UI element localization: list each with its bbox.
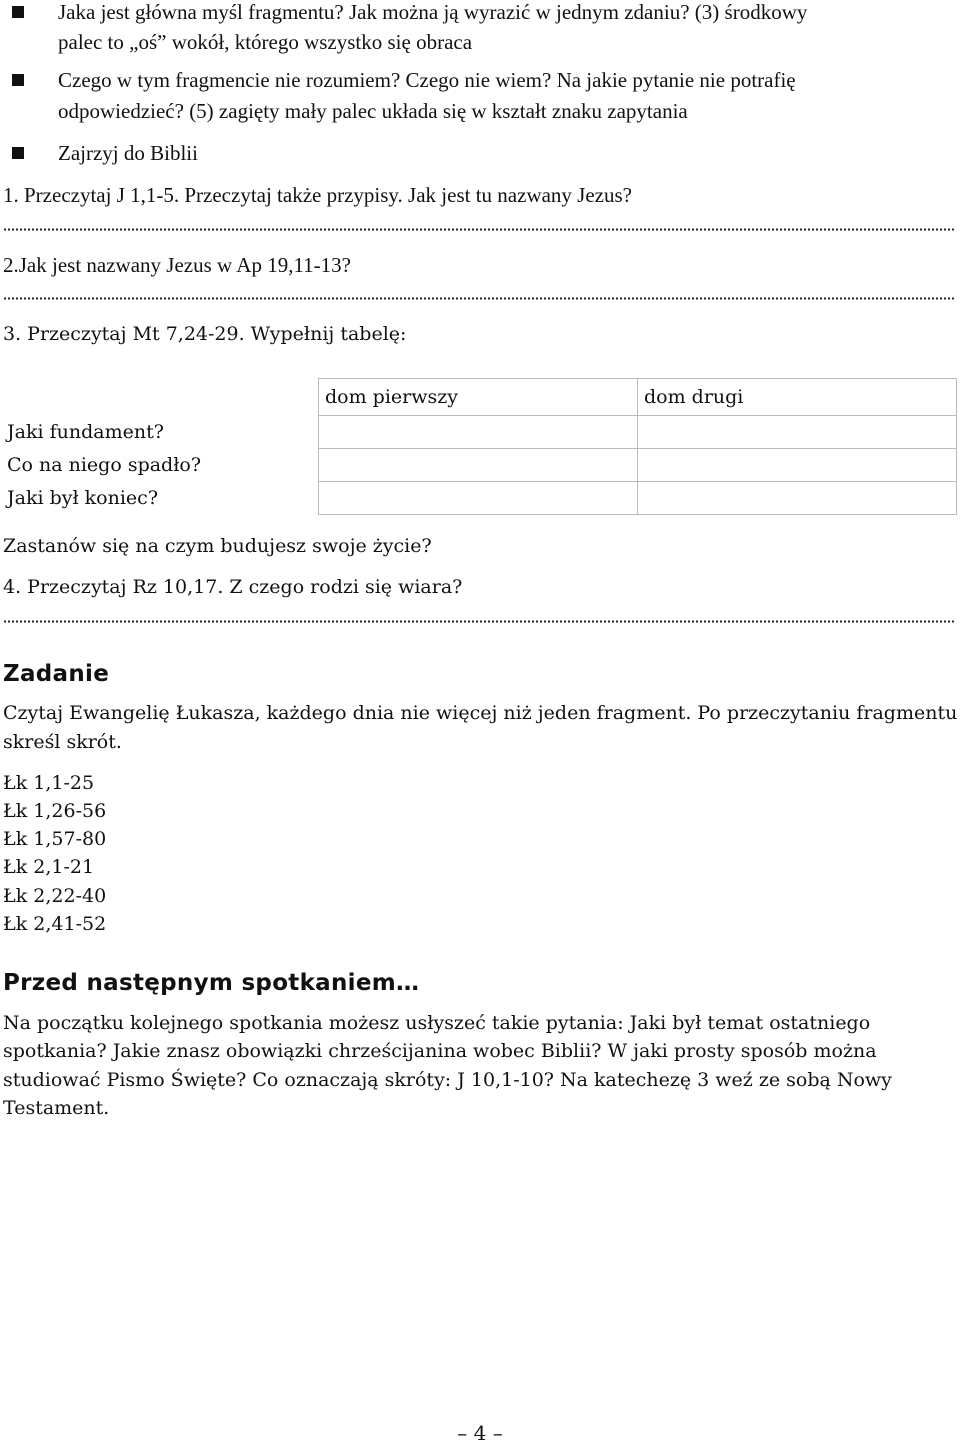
question-1: 1. Przeczytaj J 1,1-5. Przeczytaj także przypisy. Jak jest tu nazwany Jezus?: [3, 183, 632, 207]
col-header-second-house: dom drugi: [638, 379, 957, 416]
table-corner: [1, 379, 319, 416]
next-meeting-line-4: Testament.: [3, 1097, 110, 1119]
next-meeting-heading: Przed następnym spotkaniem…: [3, 970, 420, 996]
bullet-square-icon: [12, 6, 24, 18]
row-label-foundation: Jaki fundament?: [7, 421, 164, 443]
task-text-line-2: skreśl skrót.: [3, 731, 122, 753]
answer-dotted-line: [3, 297, 955, 300]
task-heading: Zadanie: [3, 661, 110, 687]
question-4: 4. Przeczytaj Rz 10,17. Z czego rodzi się wiara?: [3, 576, 463, 598]
luke-ref-2: Łk 1,26-56: [3, 800, 107, 822]
question-3: 3. Przeczytaj Mt 7,24-29. Wypełnij tabelę:: [3, 323, 407, 345]
question-2: 2.Jak jest nazwany Jezus w Ap 19,11-13?: [3, 253, 351, 277]
reflection-question: Zastanów się na czym budujesz swoje życie?: [3, 535, 432, 557]
bullet-square-icon: [12, 74, 24, 86]
table-cell[interactable]: [638, 449, 957, 482]
table-cell[interactable]: [638, 416, 957, 449]
luke-ref-6: Łk 2,41-52: [3, 913, 107, 935]
luke-ref-1: Łk 1,1-25: [3, 772, 95, 794]
table-cell[interactable]: [638, 482, 957, 515]
next-meeting-line-1: Na początku kolejnego spotkania możesz usłyszeć takie pytania: Jaki był temat ostatniego: [3, 1012, 871, 1034]
bullet-2-line-1: Czego w tym fragmencie nie rozumiem? Czego nie wiem? Na jakie pytanie nie potrafię: [58, 68, 796, 92]
bullet-3-line-1: Zajrzyj do Biblii: [58, 141, 198, 165]
next-meeting-line-3: studiować Pismo Święte? Co oznaczają skróty: J 10,1-10? Na katechezę 3 weź ze sobą Nowy: [3, 1069, 892, 1091]
task-text-line-1: Czytaj Ewangelię Łukasza, każdego dnia nie więcej niż jeden fragment. Po przeczytaniu fragmentu: [3, 702, 958, 724]
luke-ref-4: Łk 2,1-21: [3, 856, 95, 878]
table-cell[interactable]: [319, 416, 638, 449]
luke-ref-5: Łk 2,22-40: [3, 885, 107, 907]
table-cell[interactable]: [319, 482, 638, 515]
col-header-first-house: dom pierwszy: [319, 379, 638, 416]
bullet-1-line-2: palec to „oś” wokół, którego wszystko się obraca: [58, 30, 473, 54]
luke-ref-3: Łk 1,57-80: [3, 828, 107, 850]
bullet-1-line-1: Jaka jest główna myśl fragmentu? Jak można ją wyrazić w jednym zdaniu? (3) środkowy: [58, 0, 808, 24]
houses-table: [1, 378, 957, 515]
page-number: – 4 –: [457, 1421, 503, 1445]
bullet-2-line-2: odpowiedzieć? (5) zagięty mały palec układa się w kształt znaku zapytania: [58, 99, 688, 123]
row-label-what-fell: Co na niego spadło?: [7, 454, 202, 476]
next-meeting-line-2: spotkania? Jakie znasz obowiązki chrześcijanina wobec Biblii? W jaki prosty sposób można: [3, 1040, 877, 1062]
answer-dotted-line: [3, 228, 955, 231]
row-label-ending: Jaki był koniec?: [7, 487, 159, 509]
answer-dotted-line: [3, 620, 955, 623]
bullet-square-icon: [12, 147, 24, 159]
table-cell[interactable]: [319, 449, 638, 482]
